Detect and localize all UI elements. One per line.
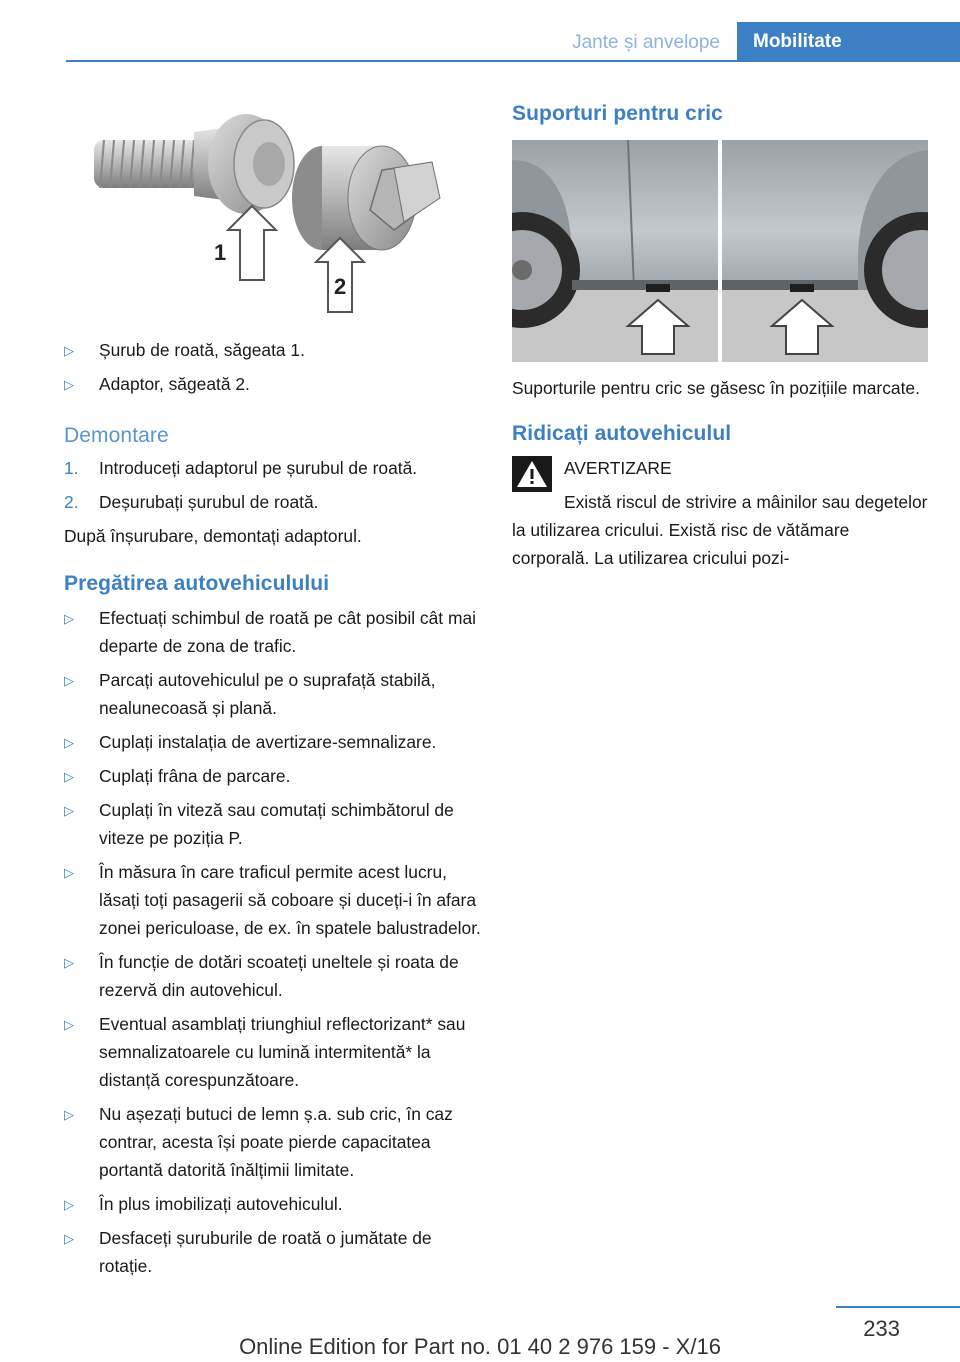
list-item: ▷ Eventual asamblați triunghiul reflectorizant* sau semnalizatoarele cu lumină intermitentă* la distanță corespunzătoare. bbox=[64, 1010, 484, 1094]
triangle-bullet-icon: ▷ bbox=[64, 865, 74, 880]
edition-footer: Online Edition for Part no. 01 40 2 976 159 - X/16 bbox=[239, 1334, 721, 1359]
jack-points-caption: Suporturile pentru cric se găsesc în pozițiile marcate. bbox=[512, 378, 920, 398]
demontare-note: După înșurubare, demontați adaptorul. bbox=[64, 526, 362, 546]
warning-title: AVERTIZARE bbox=[564, 458, 672, 478]
jack-points-figure bbox=[512, 140, 928, 362]
right-column bbox=[512, 102, 930, 572]
bolt-thread bbox=[94, 140, 204, 188]
triangle-bullet-icon: ▷ bbox=[64, 1017, 74, 1032]
triangle-bullet-icon: ▷ bbox=[64, 735, 74, 750]
triangle-bullet-icon: ▷ bbox=[64, 1231, 74, 1246]
section-heading-suporturi: Suporturi pentru cric bbox=[512, 102, 723, 125]
triangle-bullet-icon: ▷ bbox=[64, 803, 74, 818]
list-item: ▷ Cuplați instalația de avertizare-semnalizare. bbox=[64, 728, 484, 756]
front-jack-point-panel bbox=[512, 140, 718, 362]
triangle-bullet-icon: ▷ bbox=[64, 377, 74, 392]
pregatirea-list bbox=[64, 604, 484, 1280]
jack-points-illustration bbox=[512, 140, 928, 362]
list-item: ▷ În funcție de dotări scoateți uneltele și roata de rezervă din autovehicul. bbox=[64, 948, 484, 1004]
list-item: ▷ Cuplați frâna de parcare. bbox=[64, 762, 484, 790]
demontare-steps bbox=[64, 454, 484, 516]
header-rule bbox=[66, 60, 960, 62]
wheel-bolt-illustration bbox=[64, 90, 484, 330]
list-item: ▷ În măsura în care traficul permite acest lucru, lăsați toți pasagerii să coboare și duceți-i în afara zonei periculoase, de ex. în spatele balustradelor. bbox=[64, 858, 484, 942]
triangle-bullet-icon: ▷ bbox=[64, 769, 74, 784]
arrow-1-callout bbox=[214, 206, 276, 280]
list-item: ▷ Șurub de roată, săgeata 1. bbox=[64, 336, 484, 364]
header-chapter-tab: Mobilitate bbox=[737, 22, 960, 62]
list-item: 2. Deșurubați șurubul de roată. bbox=[64, 492, 319, 512]
header-section-title: Jante și anvelope bbox=[572, 32, 720, 53]
list-item: ▷ Adaptor, săgeată 2. bbox=[64, 370, 484, 398]
list-item: 1. Introduceți adaptorul pe șurubul de roată. bbox=[64, 458, 418, 478]
triangle-bullet-icon: ▷ bbox=[64, 1197, 74, 1212]
section-heading-ridicati: Ridicați autovehiculul bbox=[512, 422, 732, 445]
warning-text: Există riscul de strivire a mâinilor sau degetelor la utilizarea cricului. Există risc de vătămare corporală. La utilizarea cricului pozi- bbox=[512, 492, 928, 568]
footer-rule bbox=[836, 1306, 960, 1308]
page-header bbox=[0, 0, 960, 62]
section-heading-demontare: Demontare bbox=[64, 424, 169, 447]
warning-icon bbox=[512, 456, 552, 492]
triangle-bullet-icon: ▷ bbox=[64, 673, 74, 688]
page-number: 233 bbox=[863, 1316, 900, 1341]
left-column bbox=[64, 90, 484, 1286]
rear-jack-point-panel bbox=[722, 140, 928, 362]
list-item: ▷ În plus imobilizați autovehiculul. bbox=[64, 1190, 484, 1218]
bolt-head bbox=[194, 114, 294, 214]
parts-list bbox=[64, 336, 484, 398]
triangle-bullet-icon: ▷ bbox=[64, 343, 74, 358]
adapter bbox=[292, 146, 440, 250]
list-item: ▷ Efectuați schimbul de roată pe cât posibil cât mai departe de zona de trafic. bbox=[64, 604, 484, 660]
list-item: ▷ Nu așezați butuci de lemn ș.a. sub cric, în caz contrar, acesta își poate pierde capacitatea portantă datorită înălțimii limitate. bbox=[64, 1100, 484, 1184]
warning-block bbox=[512, 454, 930, 492]
callout-label-1: 1 bbox=[214, 240, 227, 265]
triangle-bullet-icon: ▷ bbox=[64, 1107, 74, 1122]
wheel-bolt-figure bbox=[64, 90, 484, 330]
section-heading-pregatirea: Pregătirea autovehiculului bbox=[64, 572, 330, 595]
list-item: ▷ Parcați autovehiculul pe o suprafață stabilă, nealunecoasă și plană. bbox=[64, 666, 484, 722]
list-item: ▷ Desfaceți șuruburile de roată o jumătate de rotație. bbox=[64, 1224, 484, 1280]
list-item: ▷ Cuplați în viteză sau comutați schimbătorul de viteze pe poziția P. bbox=[64, 796, 484, 852]
triangle-bullet-icon: ▷ bbox=[64, 611, 74, 626]
callout-label-2: 2 bbox=[334, 274, 347, 299]
triangle-bullet-icon: ▷ bbox=[64, 955, 74, 970]
